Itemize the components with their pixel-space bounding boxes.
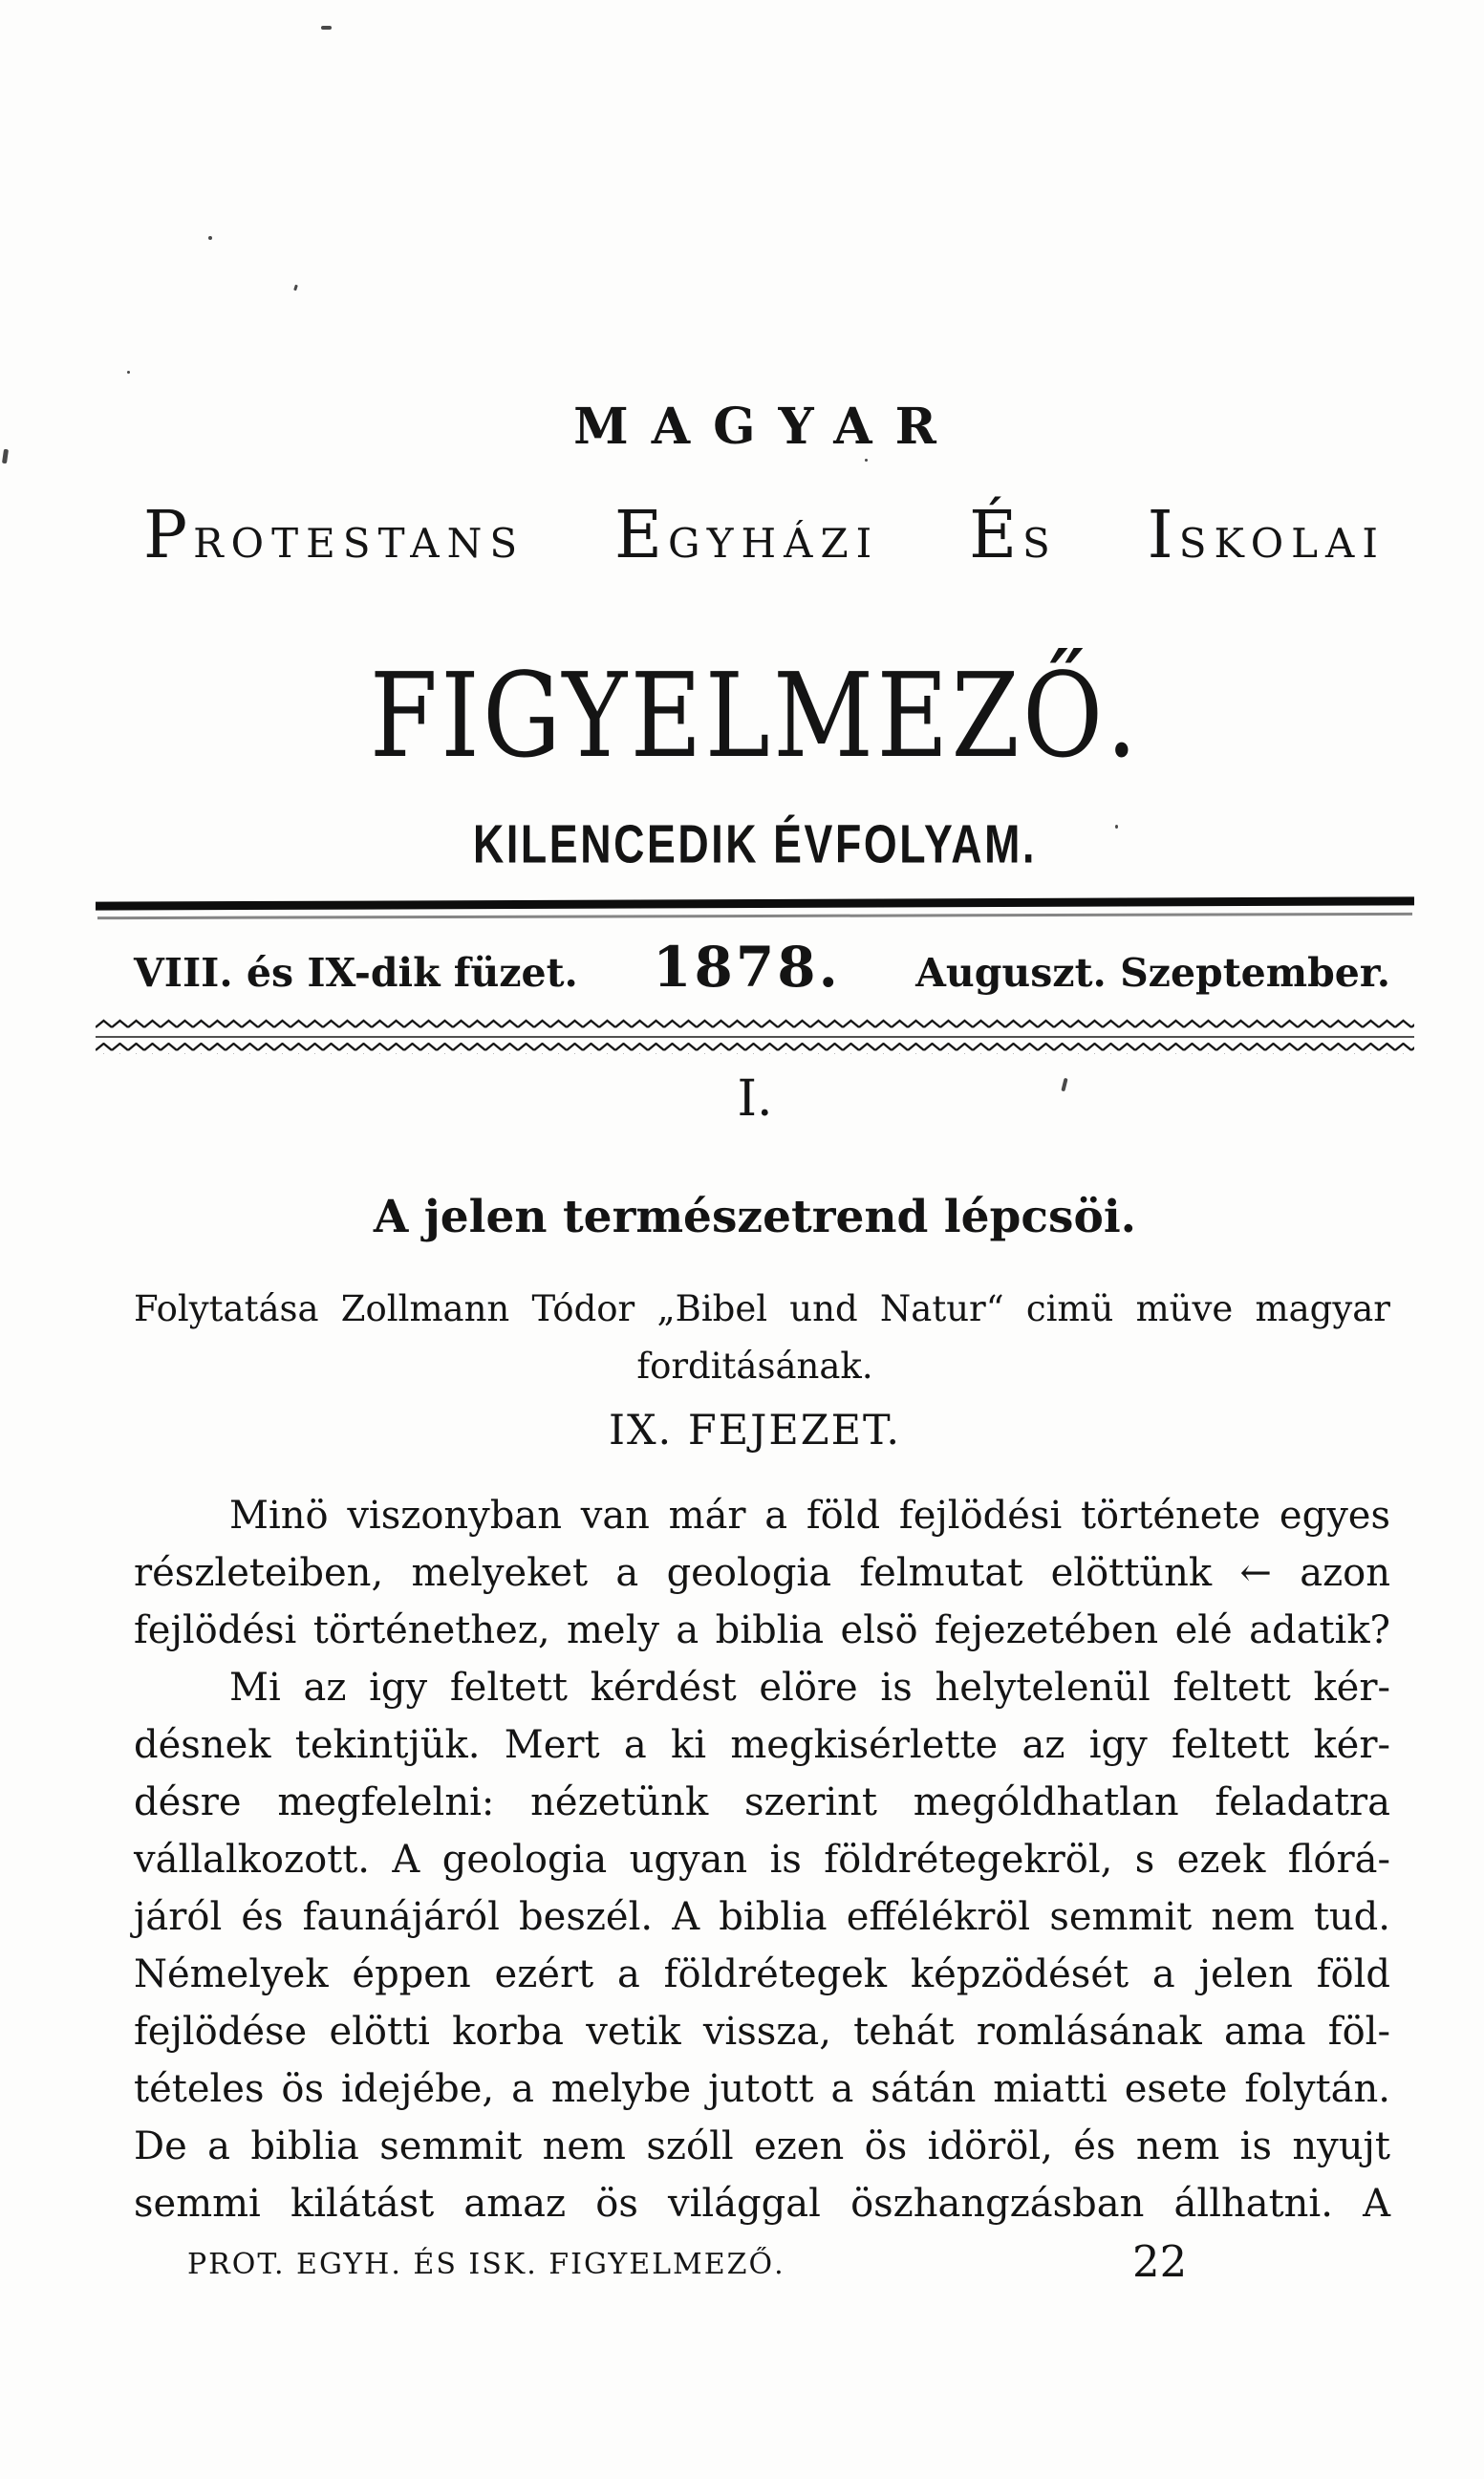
issue-row bbox=[134, 935, 1390, 1000]
body-line: fejlödési történethez, mely a biblia elsö fejezetében elé adatik? bbox=[134, 1608, 1390, 1652]
volume-line-text: KILENCEDIK ÉVFOLYAM. bbox=[473, 814, 1037, 875]
scan-artifact bbox=[1115, 825, 1118, 829]
body-line: désnek tekintjük. Mert a ki megkisérlette az igy feltett kér- bbox=[134, 1723, 1390, 1767]
scan-artifact bbox=[293, 285, 298, 291]
masthead-title-small: MAGYAR bbox=[573, 398, 959, 456]
masthead-subtitle bbox=[143, 497, 1386, 573]
body-line: Minö viszonyban van már a föld fejlödési története egyes bbox=[229, 1494, 1390, 1538]
subtitle-word-es: ÉS bbox=[969, 497, 1058, 573]
body-line: désre megfelelni: nézetünk szerint mególdhatlan feladatra bbox=[134, 1780, 1390, 1824]
thick-rule bbox=[96, 896, 1414, 910]
scan-artifact bbox=[865, 459, 868, 462]
masthead-title-main bbox=[96, 648, 1414, 784]
zigzag-line-top bbox=[96, 1019, 1414, 1030]
body-line: járól és faunájáról beszél. A biblia effélékröl semmit nem tud. bbox=[134, 1895, 1390, 1939]
body-line: Némelyek éppen ezért a földrétegek képzödését a jelen föld bbox=[134, 1952, 1390, 1996]
body-line: Mi az igy feltett kérdést elöre is helytelenül feltett kér- bbox=[229, 1666, 1390, 1710]
page-number: 22 bbox=[1132, 2236, 1188, 2287]
masthead-title-main-text: FIGYELMEZŐ. bbox=[369, 648, 1141, 784]
footer-journal-label: PROT. EGYH. ÉS ISK. FIGYELMEZŐ. bbox=[187, 2248, 785, 2281]
zigzag-line-bottom bbox=[96, 1043, 1414, 1054]
subtitle-word-egyhazi: EGYHÁZI bbox=[613, 497, 880, 573]
volume-line bbox=[96, 816, 1414, 873]
section-number: I. bbox=[737, 1070, 773, 1128]
body-line: De a biblia semmit nem szóll ezen ös idöröl, és nem is nyujt bbox=[134, 2124, 1390, 2168]
subtitle-word-protestans: PROTESTANS bbox=[143, 497, 526, 573]
body-line: részleteiben, melyeket a geologia felmutat elöttünk ← azon bbox=[134, 1551, 1390, 1595]
scan-artifact bbox=[208, 236, 212, 240]
scan-artifact bbox=[2, 449, 9, 464]
article-title: A jelen természetrend lépcsöi. bbox=[373, 1191, 1137, 1243]
article-subtitle-line2: forditásának. bbox=[636, 1346, 873, 1387]
scan-artifact bbox=[321, 26, 332, 30]
article-subtitle-line1: Folytatása Zollmann Tódor „Bibel und Natur“ cimü müve magyar bbox=[134, 1288, 1390, 1329]
body-line: vállalkozott. A geologia ugyan is földrétegekröl, s ezek flórá- bbox=[134, 1838, 1390, 1882]
chapter-heading: IX. FEJEZET. bbox=[608, 1407, 902, 1455]
body-line: tételes ös idejébe, a melybe jutott a sátán miatti esete folytán. bbox=[134, 2067, 1390, 2111]
scan-artifact bbox=[127, 371, 130, 374]
wavy-divider bbox=[96, 1019, 1414, 1057]
issue-fascicle: VIII. és IX-dik füzet. bbox=[134, 950, 578, 996]
divider-center-line bbox=[96, 1036, 1414, 1038]
issue-year: 1878. bbox=[653, 935, 841, 1000]
body-line: fejlödése elötti korba vetik vissza, tehát romlásának ama föl- bbox=[134, 2010, 1390, 2054]
article-body bbox=[134, 1487, 1390, 2232]
subtitle-word-iskolai: ISKOLAI bbox=[1147, 497, 1386, 573]
body-line: semmi kilátást amaz ös világgal öszhangzásban állhatni. A bbox=[134, 2182, 1390, 2226]
issue-months: Auguszt. Szeptember. bbox=[915, 950, 1390, 996]
thin-rule bbox=[97, 913, 1412, 919]
